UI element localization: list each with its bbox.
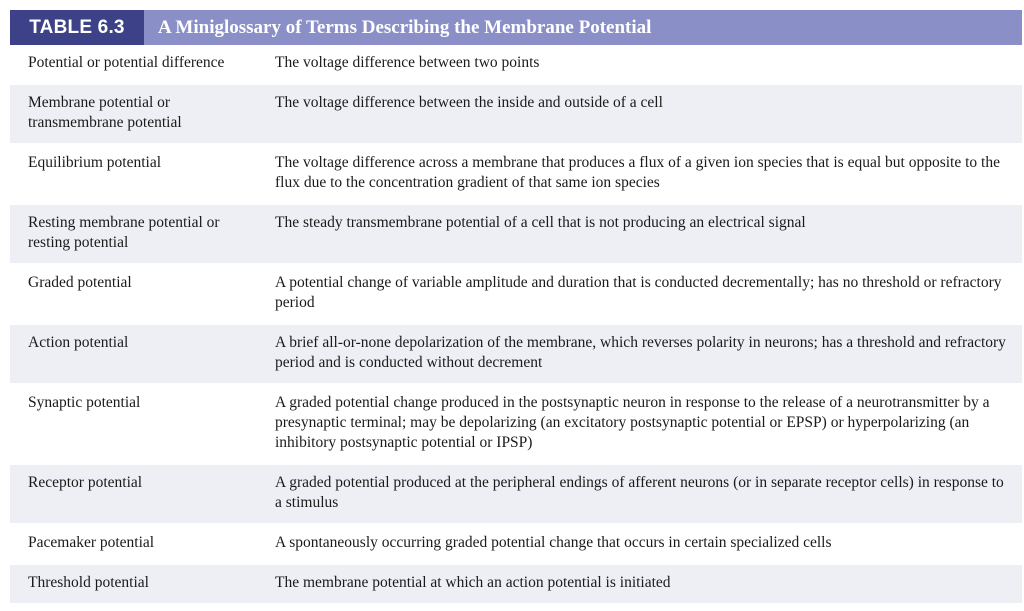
definition-cell: A brief all-or-none depolarization of the membrane, which reverses polarity in neurons; has a threshold and refractory period and is conducted without decrement [275,334,1006,371]
table-body [10,45,1022,605]
table-title: A Miniglossary of Terms Describing the Membrane Potential [158,16,652,38]
term-cell: Synaptic potential [28,394,141,411]
term-cell: Action potential [28,334,129,351]
term-cell: Membrane potential or transmembrane potential [28,94,182,131]
term-cell: Pacemaker potential [28,534,155,551]
table-row [10,85,1022,145]
definition-cell: A graded potential produced at the peripheral endings of afferent neurons (or in separate receptor cells) in response to a stimulus [275,474,1004,511]
glossary-table [10,10,1022,605]
term-cell: Resting membrane potential or resting potential [28,214,220,251]
definition-cell: The voltage difference between two points [275,54,540,71]
table-row [10,385,1022,465]
definition-cell: The steady transmembrane potential of a cell that is not producing an electrical signal [275,214,806,231]
definition-cell: The voltage difference between the inside and outside of a cell [275,94,663,111]
table-row [10,205,1022,265]
definition-cell: A potential change of variable amplitude and duration that is conducted decrementally; has no threshold or refractory period [275,274,1002,311]
term-cell: Graded potential [28,274,132,291]
definition-cell: The membrane potential at which an action potential is initiated [275,574,671,591]
term-cell: Equilibrium potential [28,154,162,171]
table-row [10,465,1022,525]
term-cell: Receptor potential [28,474,143,491]
term-cell: Threshold potential [28,574,149,591]
table-row [10,565,1022,605]
table-row [10,525,1022,565]
table-row [10,45,1022,85]
definition-cell: A spontaneously occurring graded potential change that occurs in certain specialized cells [275,534,832,551]
table-header [10,10,1022,45]
definition-cell: A graded potential change produced in the postsynaptic neuron in response to the release of a neurotransmitter by a presynaptic terminal; may be depolarizing (an excitatory postsynaptic potential or EPSP) or hyperpolarizing (an inhibitory postsynaptic potential or IPSP) [275,394,990,451]
definition-cell: The voltage difference across a membrane that produces a flux of a given ion species that is equal but opposite to the flux due to the concentration gradient of that same ion species [275,154,1000,191]
table-number: TABLE 6.3 [10,10,144,45]
table-row [10,145,1022,205]
table-row [10,265,1022,325]
table-row [10,325,1022,385]
term-cell: Potential or potential difference [28,54,225,71]
